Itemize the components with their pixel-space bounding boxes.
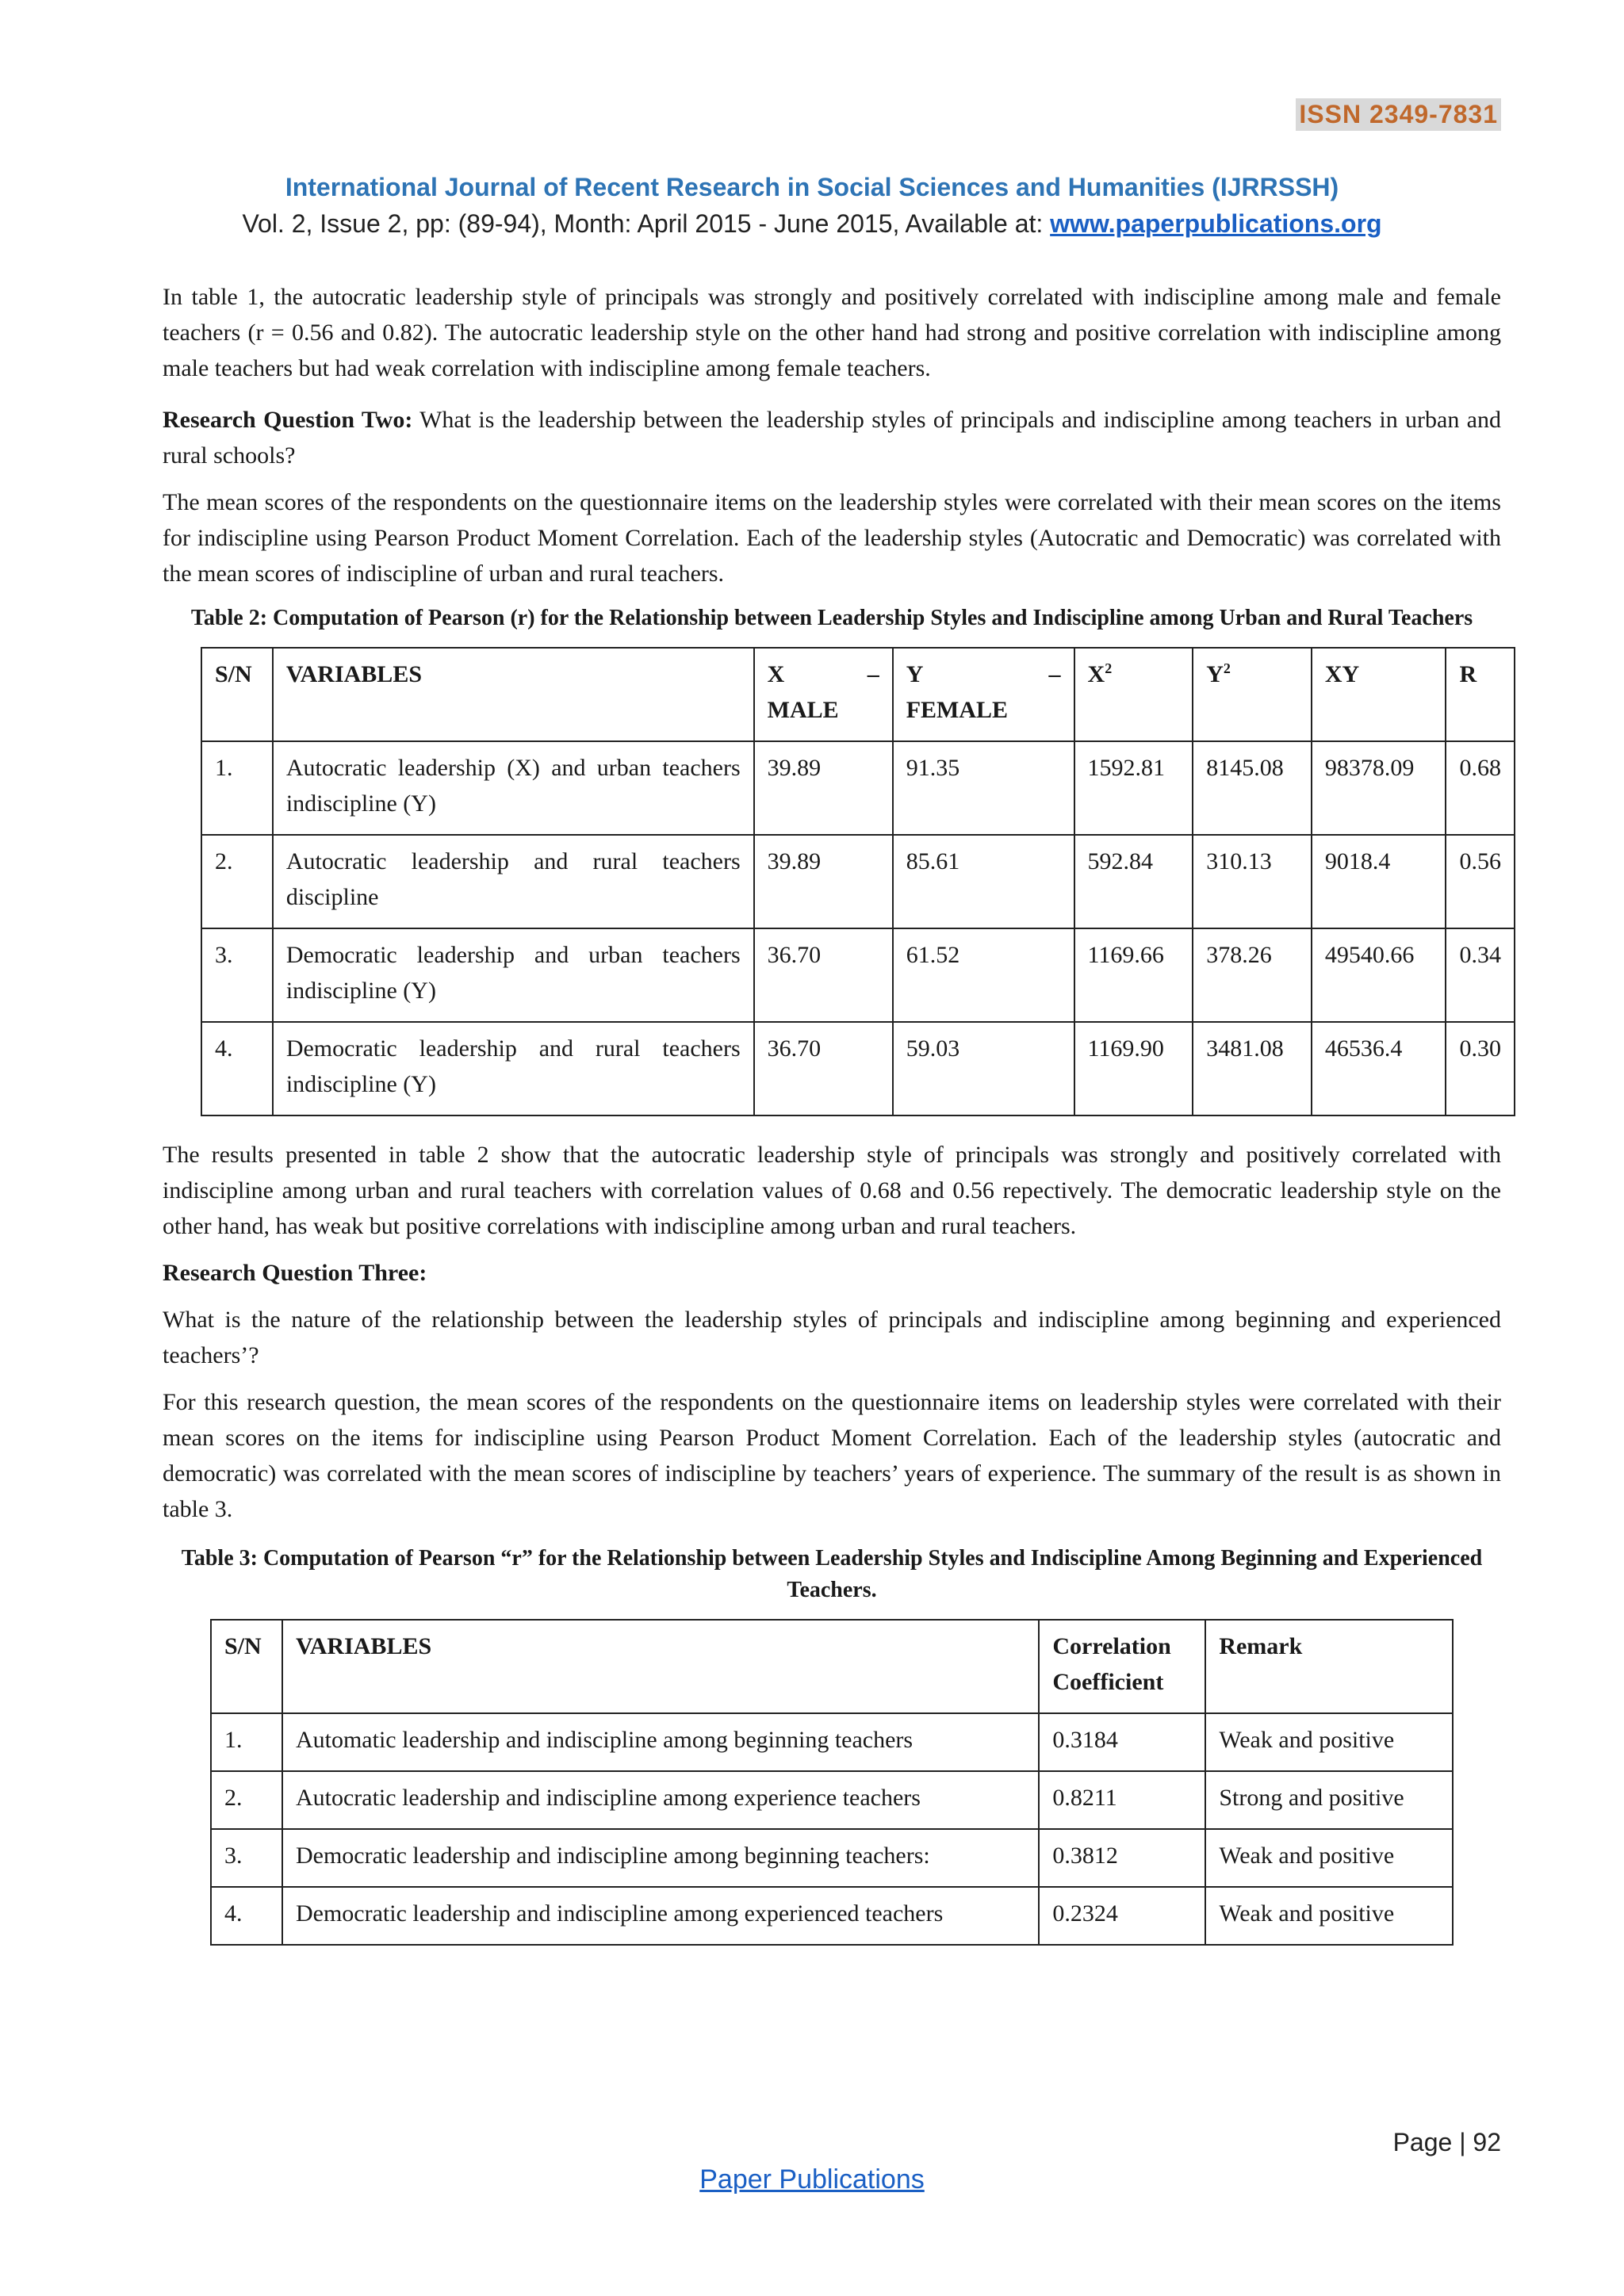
t2-cell-y2: 310.13 (1193, 835, 1312, 928)
t3-header-coefficient (1039, 1620, 1205, 1713)
t2-cell-sn: 2. (201, 835, 273, 928)
journal-volume-line (0, 209, 1624, 239)
t3-cell-remark: Strong and positive (1205, 1771, 1453, 1829)
t2-cell-variable: Autocratic leadership and rural teachers discipline (273, 835, 754, 928)
t2-cell-x: 36.70 (754, 1022, 893, 1115)
t2-cell-r: 0.68 (1446, 741, 1515, 835)
t3-cell-coefficient: 0.8211 (1039, 1771, 1205, 1829)
volume-text: Vol. 2, Issue 2, pp: (89-94), Month: April 2015 - June 2015, Available at: (242, 209, 1051, 238)
t3-cell-sn: 1. (211, 1713, 282, 1771)
t2-cell-r: 0.56 (1446, 835, 1515, 928)
t2-cell-xy: 49540.66 (1312, 928, 1446, 1022)
t3-header-variables: VARIABLES (282, 1620, 1039, 1713)
t3-header-coef-a: Correlation (1052, 1633, 1171, 1659)
t2-cell-sn: 4. (201, 1022, 273, 1115)
t2-header-y2-sup: 2 (1223, 660, 1231, 676)
paragraph-table2-results: The results presented in table 2 show that the autocratic leadership style of principals was strongly and positively correlated with indiscipline among urban and rural teachers with correlation values of 0.68 and 0.56 repectively. The democratic leadership style on the other hand, has weak but positive correlations with indiscipline among urban and rural teachers. (163, 1142, 1501, 1239)
t3-cell-remark: Weak and positive (1205, 1829, 1453, 1887)
t2-header-xy: XY (1312, 648, 1446, 741)
t2-cell-y2: 3481.08 (1193, 1022, 1312, 1115)
rq3-label (163, 1255, 1501, 1291)
t3-cell-remark: Weak and positive (1205, 1713, 1453, 1771)
t2-cell-x: 36.70 (754, 928, 893, 1022)
t3-header-remark: Remark (1205, 1620, 1453, 1713)
table-row (201, 928, 1515, 1022)
t2-cell-x: 39.89 (754, 835, 893, 928)
t2-cell-x2: 592.84 (1074, 835, 1193, 928)
t3-cell-coefficient: 0.3184 (1039, 1713, 1205, 1771)
t2-cell-y: 61.52 (893, 928, 1074, 1022)
t2-cell-xy: 46536.4 (1312, 1022, 1446, 1115)
t2-cell-y2: 378.26 (1193, 928, 1312, 1022)
t2-header-x2-base: X (1087, 661, 1105, 687)
t2-header-x-male (754, 648, 893, 741)
t3-header-coef-b: Coefficient (1052, 1669, 1164, 1695)
t2-header-male: MALE (767, 697, 839, 723)
t3-cell-variable: Autocratic leadership and indiscipline among experience teachers (282, 1771, 1039, 1829)
t2-cell-r: 0.34 (1446, 928, 1515, 1022)
table-row (211, 1887, 1453, 1945)
t2-header-x-dash: – (867, 661, 879, 687)
t3-cell-variable: Democratic leadership and indiscipline among beginning teachers: (282, 1829, 1039, 1887)
t2-header-variables: VARIABLES (273, 648, 754, 741)
issn-badge: ISSN 2349-7831 (1296, 98, 1501, 131)
t3-cell-sn: 3. (211, 1829, 282, 1887)
t2-header-x2 (1074, 648, 1193, 741)
table2-caption: Table 2: Computation of Pearson (r) for the Relationship between Leadership Styles and Indiscipline among Urban and Rural Teachers (190, 606, 1473, 630)
t3-cell-variable: Automatic leadership and indiscipline among beginning teachers (282, 1713, 1039, 1771)
t2-cell-xy: 9018.4 (1312, 835, 1446, 928)
t2-cell-x: 39.89 (754, 741, 893, 835)
t3-cell-coefficient: 0.3812 (1039, 1829, 1205, 1887)
t2-header-x2-sup: 2 (1105, 660, 1113, 676)
t2-header-y2-base: Y (1206, 661, 1224, 687)
t2-cell-r: 0.30 (1446, 1022, 1515, 1115)
t2-cell-variable: Autocratic leadership (X) and urban teachers indiscipline (Y) (273, 741, 754, 835)
t2-cell-x2: 1169.66 (1074, 928, 1193, 1022)
table3-header-row (211, 1620, 1453, 1713)
t2-cell-variable: Democratic leadership and rural teachers indiscipline (Y) (273, 1022, 754, 1115)
t3-cell-remark: Weak and positive (1205, 1887, 1453, 1945)
table2 (201, 647, 1515, 1116)
t2-header-y2 (1193, 648, 1312, 741)
t2-header-r: R (1446, 648, 1515, 741)
table3-caption: Table 3: Computation of Pearson “r” for the Relationship between Leadership Styles and Indiscipline Among Beginning and Experienced Teachers. (181, 1546, 1483, 1602)
t3-cell-sn: 2. (211, 1771, 282, 1829)
paragraph-method-rq3: For this research question, the mean scores of the respondents on the questionnaire items on leadership styles were correlated with their mean scores on the items for indiscipline using Pearson Product Moment Correlation. Each of the leadership styles (autocratic and democratic) was correlated with the mean scores of indiscipline by teachers’ years of experience. The summary of the result is as shown in table 3. (163, 1389, 1501, 1522)
table-row (211, 1829, 1453, 1887)
journal-title: International Journal of Recent Research in Social Sciences and Humanities (IJRRSSH) (285, 173, 1339, 201)
t2-cell-y: 59.03 (893, 1022, 1074, 1115)
research-question-three: What is the nature of the relationship between the leadership styles of principals and indiscipline among beginning and experienced teachers’? (163, 1307, 1501, 1368)
article-body (163, 279, 1501, 1966)
t2-cell-y2: 8145.08 (1193, 741, 1312, 835)
t2-header-sn: S/N (201, 648, 273, 741)
t3-cell-sn: 4. (211, 1887, 282, 1945)
t3-header-sn: S/N (211, 1620, 282, 1713)
t2-cell-y: 85.61 (893, 835, 1074, 928)
rq2-label: Research Question Two: (163, 407, 413, 433)
table-row (201, 741, 1515, 835)
table-row (211, 1713, 1453, 1771)
journal-website-link[interactable]: www.paperpublications.org (1050, 209, 1382, 238)
paragraph-method-rq2: The mean scores of the respondents on the questionnaire items on the leadership styles were correlated with their mean scores on the items for indiscipline using Pearson Product Moment Correlation. Each of the leadership styles (Autocratic and Democratic) was correlated with the mean scores of indiscipline of urban and rural teachers. (163, 489, 1501, 587)
table-row (201, 1022, 1515, 1115)
t2-header-y-dash: – (1048, 661, 1061, 687)
page-number: Page | 92 (1392, 2128, 1501, 2156)
publisher-link[interactable]: Paper Publications (699, 2164, 925, 2195)
t3-cell-variable: Democratic leadership and indiscipline among experienced teachers (282, 1887, 1039, 1945)
table2-header-row (201, 648, 1515, 741)
t2-header-female: FEMALE (906, 697, 1009, 723)
t2-header-y: Y (906, 661, 924, 687)
t2-cell-x2: 1169.90 (1074, 1022, 1193, 1115)
t2-cell-x2: 1592.81 (1074, 741, 1193, 835)
rq2-text: What is the leadership between the leadership styles of principals and indiscipline among teachers in urban and rural schools? (163, 407, 1501, 469)
table-row (211, 1771, 1453, 1829)
table-row (201, 835, 1515, 928)
t2-cell-y: 91.35 (893, 741, 1074, 835)
t2-cell-sn: 3. (201, 928, 273, 1022)
t2-cell-sn: 1. (201, 741, 273, 835)
t2-cell-xy: 98378.09 (1312, 741, 1446, 835)
rq3-label-text: Research Question Three: (163, 1260, 427, 1286)
table3 (210, 1619, 1454, 1946)
research-question-two (163, 402, 1501, 473)
t2-header-y-female (893, 648, 1074, 741)
t2-cell-variable: Democratic leadership and urban teachers indiscipline (Y) (273, 928, 754, 1022)
t2-header-x: X (767, 661, 785, 687)
paragraph-table1-summary: In table 1, the autocratic leadership style of principals was strongly and positively correlated with indiscipline among male and female teachers (r = 0.56 and 0.82). The autocratic leadership style on the other hand had strong and positive correlation with indiscipline among male teachers but had weak correlation with indiscipline among female teachers. (163, 284, 1501, 381)
t3-cell-coefficient: 0.2324 (1039, 1887, 1205, 1945)
